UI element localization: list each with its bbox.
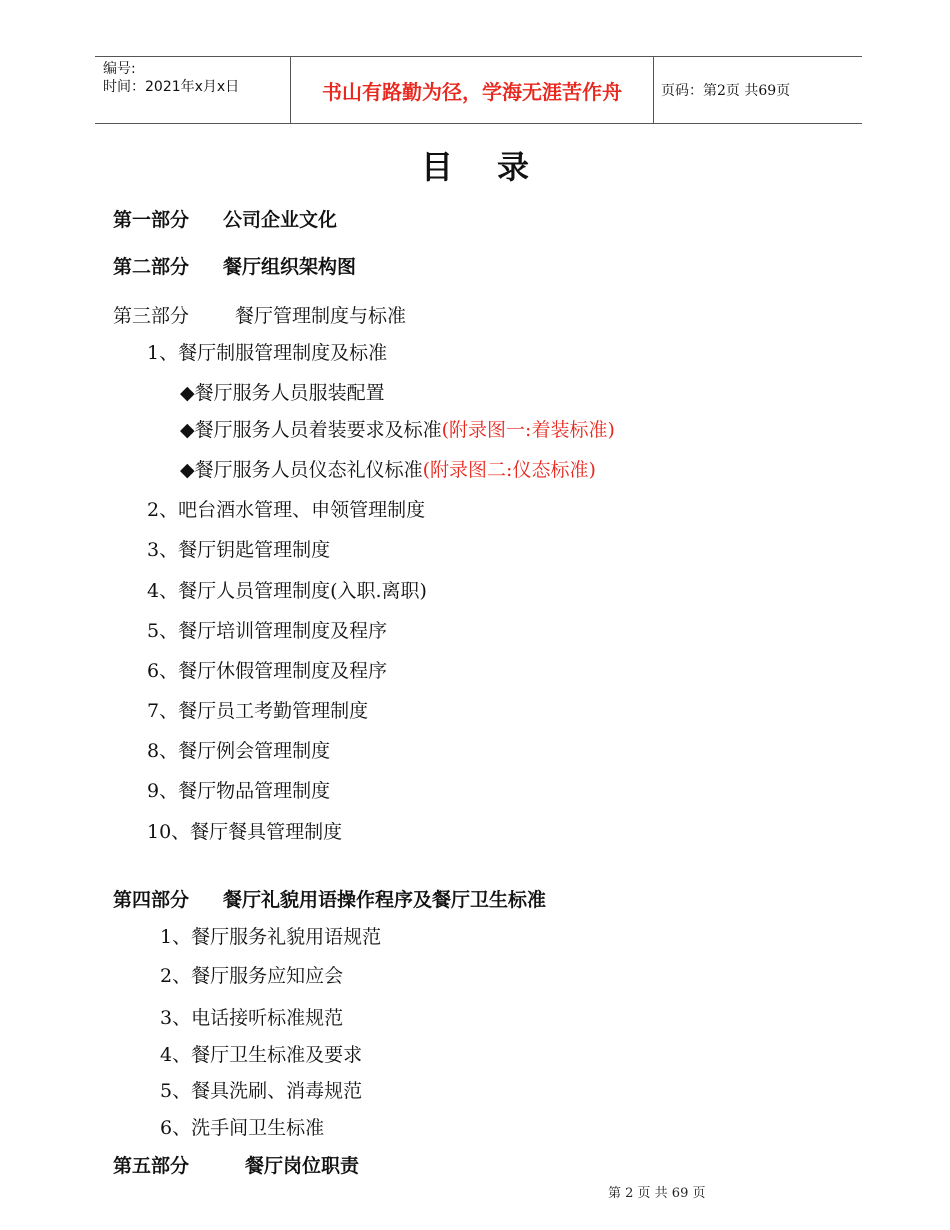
header-meta [103, 60, 239, 96]
toc-item[interactable]: 7、餐厅员工考勤管理制度 [147, 700, 369, 722]
toc-item[interactable]: 2、吧台酒水管理、申领管理制度 [147, 499, 426, 521]
header-divider [653, 57, 654, 123]
toc-item[interactable]: 1、餐厅制服管理制度及标准 [147, 342, 388, 364]
toc-item[interactable]: 5、餐厅培训管理制度及程序 [147, 620, 388, 642]
part-name: 餐厅管理制度与标准 [235, 305, 407, 327]
subitem-text: ◆餐厅服务人员服装配置 [180, 382, 385, 404]
toc-item[interactable]: 6、洗手间卫生标准 [160, 1117, 325, 1139]
toc-subitem[interactable] [180, 378, 385, 405]
toc-item[interactable]: 3、餐厅钥匙管理制度 [147, 539, 331, 561]
toc-subitem[interactable] [180, 455, 596, 482]
toc-item[interactable]: 1、餐厅服务礼貌用语规范 [160, 926, 382, 948]
part-name: 餐厅岗位职责 [245, 1155, 360, 1177]
toc-item[interactable]: 10、餐厅餐具管理制度 [147, 821, 343, 843]
header-motto: 书山有路勤为径，学海无涯苦作舟 [322, 79, 622, 104]
toc-part-1[interactable] [113, 205, 337, 232]
appendix-note: (附录图二:仪态标准) [422, 459, 596, 481]
toc-item[interactable]: 9、餐厅物品管理制度 [147, 780, 331, 802]
toc-subitem[interactable] [180, 415, 615, 442]
appendix-note: (附录图一:着装标准) [441, 419, 615, 441]
part-label: 第五部分 [113, 1155, 190, 1177]
toc-item[interactable]: 3、电话接听标准规范 [160, 1007, 344, 1029]
page-title: 目录 [420, 148, 573, 186]
toc-item[interactable]: 6、餐厅休假管理制度及程序 [147, 660, 388, 682]
toc-item[interactable]: 4、餐厅卫生标准及要求 [160, 1044, 363, 1066]
subitem-text: ◆餐厅服务人员着装要求及标准 [180, 419, 442, 441]
part-label: 第四部分 [113, 889, 190, 911]
part-label: 第二部分 [113, 256, 190, 278]
toc-part-3[interactable] [113, 301, 406, 328]
code-label: 编号: [103, 61, 136, 77]
page-header [95, 56, 862, 124]
part-name: 餐厅礼貌用语操作程序及餐厅卫生标准 [223, 889, 547, 911]
part-name: 公司企业文化 [223, 209, 338, 231]
subitem-text: ◆餐厅服务人员仪态礼仪标准 [180, 459, 423, 481]
time-label: 时间：2021年x月x日 [103, 79, 240, 95]
part-label: 第一部分 [113, 209, 190, 231]
toc-item[interactable]: 8、餐厅例会管理制度 [147, 740, 331, 762]
toc-item[interactable]: 2、餐厅服务应知应会 [160, 965, 344, 987]
page-footer: 第 2 页 共 69 页 [608, 1186, 706, 1201]
header-page-info: 页码：第2页 共69页 [661, 83, 791, 99]
part-label: 第三部分 [113, 305, 190, 327]
toc-item[interactable]: 4、餐厅人员管理制度(入职.离职) [147, 580, 427, 602]
toc-part-4[interactable] [113, 885, 546, 912]
part-name: 餐厅组织架构图 [223, 256, 357, 278]
toc-part-5[interactable] [113, 1151, 359, 1178]
toc-item[interactable]: 5、餐具洗刷、消毒规范 [160, 1080, 363, 1102]
toc-part-2[interactable] [113, 252, 356, 279]
